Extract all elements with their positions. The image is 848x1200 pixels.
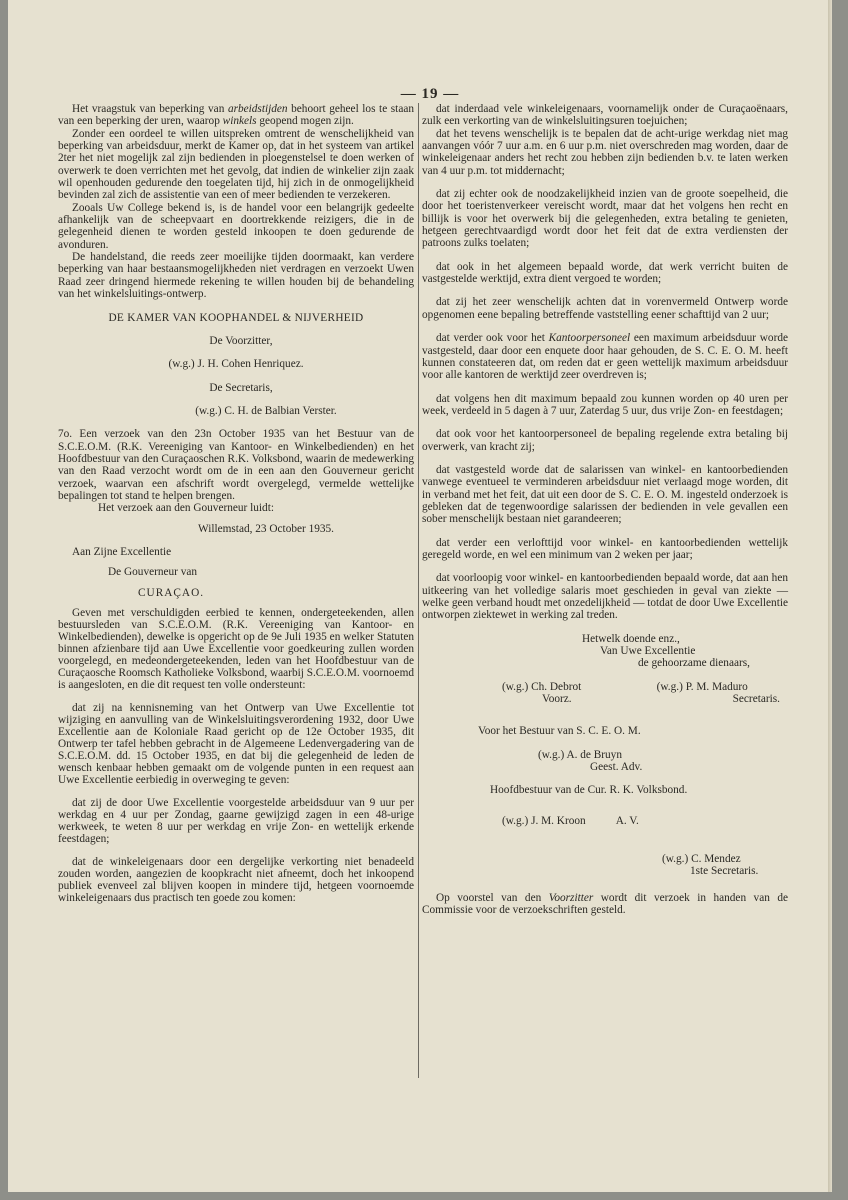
paragraph: dat verder ook voor het Kantoorpersoneel een maximum arbeidsduur worde vastgesteld, daar door een enquete door haar gehouden, de S. C. E. O. M. heeft kunnen constateeren dat, om reden dat er geen wettelijk maximum arbeidsduur voor alle kantoren de werktijd zeer overdreven is; [422,332,788,382]
chairman-signature: (w.g.) J. H. Cohen Henriquez. [168,358,304,371]
signature-name: (w.g.) A. de Bruyn [538,748,622,761]
paragraph: Zooals Uw College bekend is, is de handel voor een belangrijk gedeelte afhankelijk van de scheepvaart en doortrekkende reizigers, die in de gelegenheid dienen te worden gesteld inkoopen te doen gedurende de avonduren. [58,201,414,251]
addressee: Aan Zijne Excellentie [72,545,172,558]
paragraph: dat zij echter ook de noodzakelijkheid inzien van de groote soepelheid, die door het toeristenverkeer vereischt wordt, maar dat het volgens hen recht en billijk is voor het overwerk bij die gelegenheden, extra betaling te genieten, hetgeen gerechtvaardigd wordt door het feit dat de extra verdiensten der patroons zulks toelaten; [422,188,788,250]
signature-block [422,749,788,774]
closing-line: Van Uwe Excellentie [600,645,696,658]
paragraph: dat ook in het algemeen bepaald worde, dat werk verricht buiten de vastgestelde werktijd, extra dient vergoed te worden; [422,260,788,286]
paragraph: dat verder een verlofttijd voor winkel- en kantoorbedienden wettelijk geregeld worde, en wel een minimum van 2 weken per jaar; [422,536,788,561]
right-column [422,103,788,917]
document-page [8,0,832,1192]
paragraph: dat zij na kennisneming van het Ontwerp van Uwe Excellentie tot wijziging en aanvulling van de Winkelsluitingsverordening 1932, door Uwe Excellentie aan de Koloniale Raad gericht op de 12e October 1935, dit Ontwerp ter tafel hebben gebracht in de Algemeene Ledenvergadering van de S.C.E.O.M. dd. 15 October 1935, en dat bij die gelegenheid de leden de wensch kenbaar hebben gemaakt om de volgende punten in een request aan Uwe Excellentie eerbiedig in overweging te geven: [58,702,414,786]
signature-name: (w.g.) P. M. Maduro [656,680,748,693]
signature-name: (w.g.) C. Mendez [662,853,741,866]
paragraph: dat voorloopig voor winkel- en kantoorbedienden bepaald worde, dat aan hen uitkeering van het volledige salaris moet geschieden in geval van ziekte — welke geen verband houdt met onzedelijkheid — totdat de door Uwe Excellentie ontworpen ziektewet in werking zal treden. [422,572,788,622]
addressee-place: CURAÇAO. [138,586,205,599]
signature-block [502,681,581,706]
addressee-title: De Gouverneur van [108,566,198,579]
signature-role: Geest. Adv. [590,761,643,774]
paragraph: dat het tevens wenschelijk is te bepalen dat de acht-urige werkdag niet mag aanvangen vóór 7 uur a.m. en 6 uur p.m. niet overschreden mag worden, daar de winkeleigenaar anders het recht zou hebben zijn bedienden b.v. te laten werken van 4 uur p.m. tot middernacht; [422,127,788,177]
signature-row [422,681,788,706]
secretary-title: De Secretaris, [209,381,273,394]
column-divider [418,103,419,1078]
left-column [58,103,414,904]
page-fold-shadow [828,0,832,1192]
paragraph: dat volgens hen dit maximum bepaald zou kunnen worden op 40 uren per week, verdeeld in 5 dagen à 7 uur, Zaterdag 5 uur, dus vrije Zon- en feestdagen; [422,392,788,417]
board-heading: Hoofdbestuur van de Cur. R. K. Volksbond. [490,784,688,797]
signature-role: Voorz. [542,693,572,706]
signature-role: 1ste Secretaris. [690,865,759,878]
paragraph: dat zij het zeer wenschelijk achten dat in vorenvermeld Ontwerp worde opgenomen eene bepaling betreffende vaststelling eener schafttijd van 2 uur; [422,296,788,321]
closing-line: Hetwelk doende enz., [582,632,680,645]
paragraph: De handelstand, die reeds zeer moeilijke tijden doormaakt, kan verdere beperking van haar bestaansmogelijkheden niet verdragen en verzoekt Uwen Raad zeer dringend hiermede rekening te willen houden bij de behandeling van het winkelsluitings-ontwerp. [58,251,414,301]
secretary-signature: (w.g.) C. H. de Balbian Verster. [195,404,337,417]
paragraph: dat de winkeleigenaars door een dergelijke verkorting niet benadeeld zouden worden, aangezien de koopkracht niet afneemt, doch het inkoopend publiek evenveel zal blijven koopen in mindere tijd, hetgeen voornoemde winkeleigenaars dus practisch ten goede zou komen: [58,856,414,904]
request-intro: Het verzoek aan den Gouverneur luidt: [98,502,274,515]
paragraph: Het vraagstuk van beperking van arbeidstijden behoort geheel los te staan van een beperking der uren, waarop winkels geopend mogen zijn. [58,103,414,128]
paragraph: dat vastgesteld worde dat de salarissen van winkel- en kantoorbedienden vanwege eventueel te verminderen arbeidsduur niet verlaagd moge worden, dit in verband met het feit, dat uit een door de S. C. E. O. M. ingesteld onderzoek is gebleken dat de tegenwoordige salarissen der bedienden in vele gevallen een sober menschelijk bestaan niet garandeeren; [422,463,788,526]
paragraph: Geven met verschuldigden eerbied te kennen, ondergeteekenden, allen bestuursleden van S.C.E.O.M. (R.K. Vereeniging van Kantoor- en Winkelbedienden), dewelke is opgericht op de 9e Juli 1935 en welker Statuten binnen afzienbare tijd aan Uwe Excellentie voor goedkeuring zullen worden voorgelegd, en medeondergeteekenden, leden van het Hoofdbestuur van de Curaçaosche Roomsch Katholieke Volksbond, waarbij S.C.E.O.M. voornoemd is aangesloten, en die dit request ten volle ondersteunt: [58,607,415,691]
item-7: 7o. Een verzoek van den 23n October 1935 van het Bestuur van de S.C.E.O.M. (R.K. Vereeniging van Kantoor- en Winkelbedienden) en het Hoofdbestuur van den Curaçaoschen R.K. Volksbond, waarin de medewerking van den Raad verzocht wordt om de in een aan den Gouverneur gericht verzoek, waarvan een afschrift wordt overgelegd, vermelde wettelijke bepalingen tot stand te helpen brengen. [58,428,414,502]
paragraph: dat inderdaad vele winkeleigenaars, voornamelijk onder de Curaçaoënaars, zulk een verkorting van de winkelsluitingsuren toejuichen; [422,103,788,128]
paragraph: dat ook voor het kantoorpersoneel de bepaling regelende extra betaling bij overwerk, van kracht zij; [422,428,788,453]
paragraph: dat zij de door Uwe Excellentie voorgestelde arbeidsduur van 9 uur per werkdag en 4 uur per Zondag, gaarne gewijzigd zagen in een 48-urige werkweek, te weten 8 uur per werkdag en vrije Zon- en wettelijk erkende feestdagen; [58,797,414,845]
signature-name: (w.g.) J. M. Kroon A. V. [502,814,639,827]
paragraph: Zonder een oordeel te willen uitspreken omtrent de wenschelijkheid van beperking van arbeidsduur, merkt de Kamer op, dat in het systeem van artikel 2ter het niet mogelijk zal zijn bedienden in ploegenstelsel te doen werken of overwerk te doen verrichten met het gevolg, dat indien de winkelier zijn zaak wil openhouden gedurende den toegelaten tijd, hij zich in de onmogelijkheid bevinden zal zich de assistentie van een of meer bedienden te verzekeren. [58,127,414,202]
page-number: — 19 — [400,86,460,102]
signature-block [422,815,788,827]
chamber-heading: DE KAMER VAN KOOPHANDEL & NIJVERHEID [108,311,364,324]
board-heading: Voor het Bestuur van S. C. E. O. M. [478,725,641,738]
place-date: Willemstad, 23 October 1935. [197,522,335,535]
final-paragraph: Op voorstel van den Voorzitter wordt dit verzoek in handen van de Commissie voor de verzoekschriften gesteld. [422,891,789,917]
signature-name: (w.g.) Ch. Debrot [502,680,582,693]
chairman-title: De Voorzitter, [209,334,273,347]
signature-block [657,681,780,706]
signature-role: Secretaris. [732,693,780,706]
closing-line: de gehoorzame dienaars, [638,657,750,670]
signature-block [422,853,788,878]
